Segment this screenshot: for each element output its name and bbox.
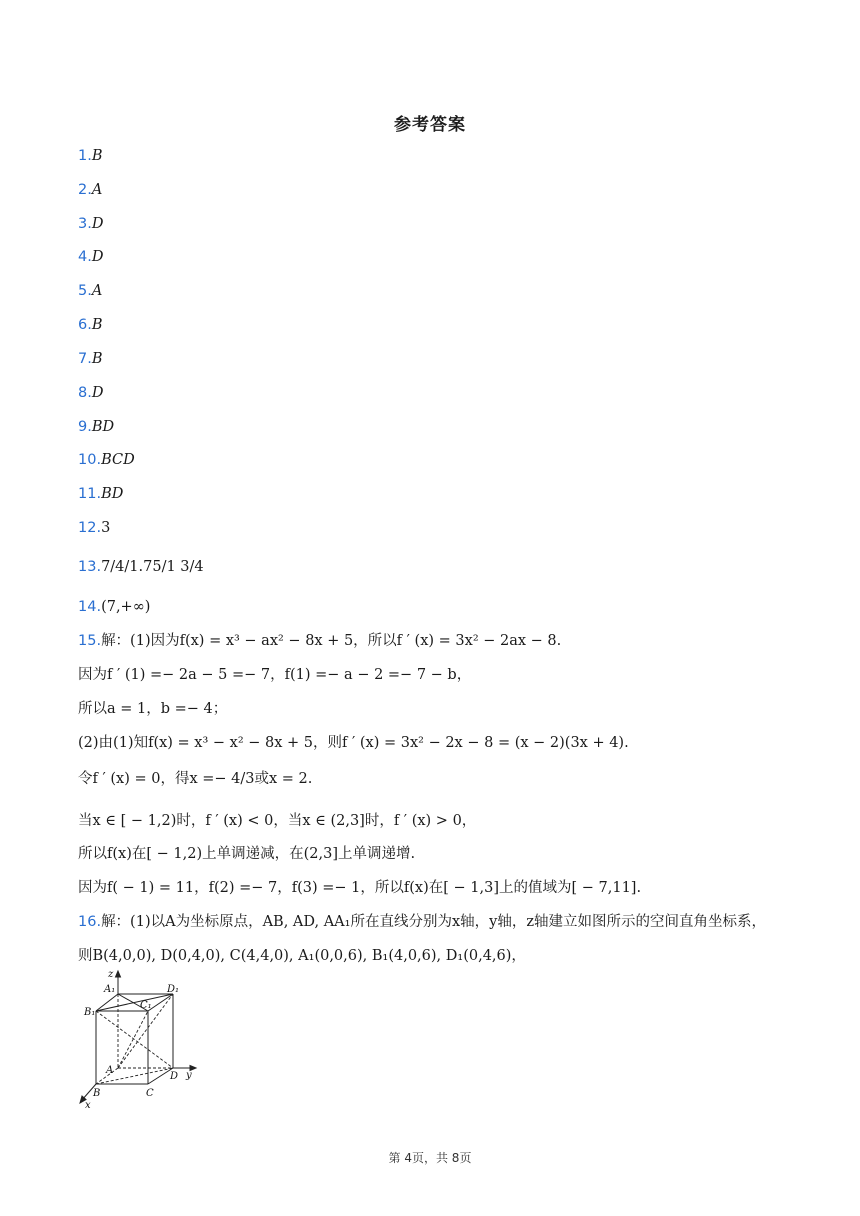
z-axis-arrow <box>116 971 121 977</box>
vertex-label-c: C <box>146 1088 154 1099</box>
question-number: 5. <box>78 283 92 299</box>
question-number: 10. <box>78 452 102 468</box>
answer-text: A <box>91 182 103 198</box>
solution-16-line-1 <box>78 912 766 932</box>
question-number: 12. <box>78 520 102 536</box>
question-number: 6. <box>78 317 92 333</box>
solution-text: 解：(1)以A为坐标原点，AB, AD, AA₁所在直线分别为x轴，y轴，z轴建立如图所示的空间直角坐标系， <box>101 914 766 930</box>
answer-text: D <box>91 385 104 401</box>
question-number: 1. <box>78 148 92 164</box>
axis-label-x: x <box>85 1100 91 1111</box>
solution-15-line-4: (2)由(1)知f(x) = x³ − x² − 8x + 5，则f ′ (x) = 3x² − 2x − 8 = (x − 2)(3x + 4). <box>78 735 629 751</box>
question-number: 11. <box>78 486 102 502</box>
answer-text: B <box>91 351 103 367</box>
answer-line <box>78 247 103 267</box>
question-number: 16. <box>78 914 102 930</box>
answer-line <box>78 146 103 166</box>
question-number: 7. <box>78 351 92 367</box>
answer-line <box>78 417 114 437</box>
vertex-label-a1: A₁ <box>104 984 116 995</box>
question-number: 9. <box>78 419 92 435</box>
solution-15-line-6: 当x ∈ [ − 1,2)时，f ′ (x) < 0，当x ∈ (2,3]时，f ′ (x) > 0， <box>78 813 477 829</box>
hidden-diag-b1-d <box>96 1011 173 1068</box>
solution-text: 解：(1)因为f(x) = x³ − ax² − 8x + 5，所以f ′ (x) = 3x² − 2ax − 8. <box>101 633 562 649</box>
answer-line <box>78 383 103 403</box>
question-number: 15. <box>78 633 102 649</box>
question-number: 4. <box>78 249 92 265</box>
vertex-label-d: D <box>170 1071 179 1082</box>
answer-line <box>78 557 204 577</box>
vertex-label-a: A <box>106 1065 114 1076</box>
answer-text: 3 <box>101 520 111 536</box>
answer-line <box>78 349 103 369</box>
question-number: 14. <box>78 599 102 615</box>
answer-line <box>78 484 123 504</box>
answer-line <box>78 315 103 335</box>
answer-line <box>78 214 103 234</box>
answer-text: B <box>91 148 103 164</box>
vertex-label-b: B <box>93 1088 101 1099</box>
vertex-label-d1: D₁ <box>167 984 180 995</box>
answer-text: BD <box>101 486 124 502</box>
hidden-diag-a-c1 <box>118 1011 148 1068</box>
page-footer: 第 4页，共 8页 <box>388 1151 472 1165</box>
answer-line <box>78 518 110 538</box>
vertex-label-c1: C₁ <box>140 1000 152 1011</box>
answer-line <box>78 450 135 470</box>
answer-text: A <box>91 283 103 299</box>
answer-text: (7,+∞) <box>101 599 151 615</box>
axis-label-y: y <box>186 1070 192 1081</box>
answer-text: BD <box>91 419 115 435</box>
answer-text: B <box>91 317 103 333</box>
cuboid-coordinate-figure <box>76 966 206 1111</box>
solution-15-line-1 <box>78 631 561 651</box>
answer-line <box>78 597 150 617</box>
vertex-label-b1: B₁ <box>84 1007 96 1018</box>
question-number: 3. <box>78 216 92 232</box>
solution-16-line-2: 则B(4,0,0), D(0,4,0), C(4,4,0), A₁(0,0,6), B₁(4,0,6), D₁(0,4,6)， <box>78 948 526 964</box>
solution-15-line-3: 所以a = 1，b =− 4； <box>78 701 228 717</box>
solution-15-line-8: 因为f( − 1) = 11，f(2) =− 7，f(3) =− 1，所以f(x)在[ − 1,3]上的值域为[ − 7,11]. <box>78 880 642 896</box>
question-number: 13. <box>78 559 102 575</box>
answer-text: D <box>91 249 104 265</box>
answer-text: BCD <box>101 452 135 468</box>
question-number: 2. <box>78 182 92 198</box>
solution-15-line-5: 令f ′ (x) = 0，得x =− 4/3或x = 2. <box>78 771 313 787</box>
solution-15-line-7: 所以f(x)在[ − 1,2)上单调递减，在(2,3]上单调递增. <box>78 846 416 862</box>
page-title: 参考答案 <box>394 115 466 135</box>
answer-line <box>78 281 102 301</box>
question-number: 8. <box>78 385 92 401</box>
answer-text: 7/4/1.75/1 3/4 <box>101 559 204 575</box>
answer-text: D <box>91 216 104 232</box>
axis-label-z: z <box>108 969 114 980</box>
answer-line <box>78 180 102 200</box>
solution-15-line-2: 因为f ′ (1) =− 2a − 5 =− 7，f(1) =− a − 2 =− 7 − b， <box>78 667 472 683</box>
